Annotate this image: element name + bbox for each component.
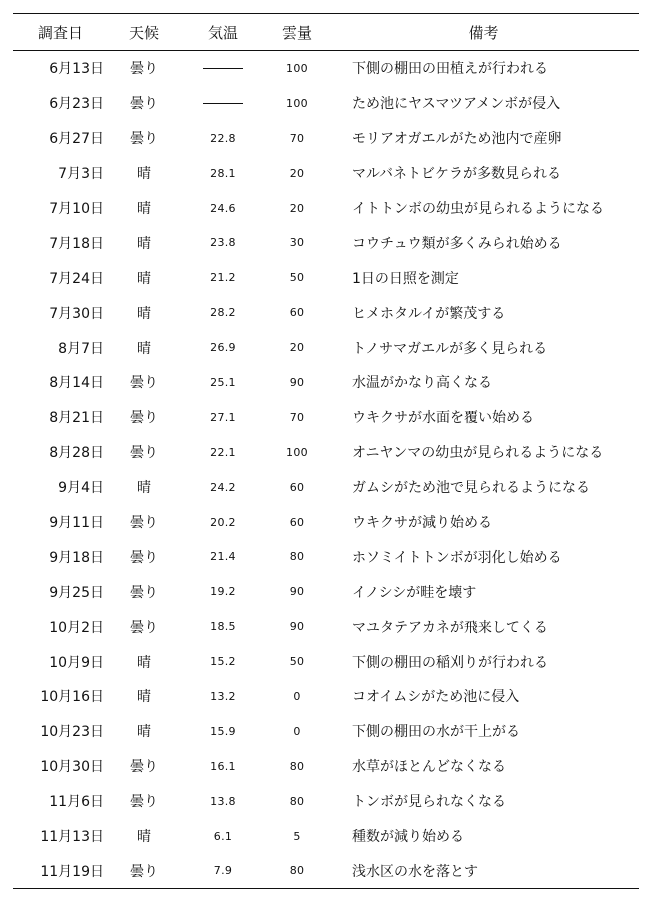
weather-cell: 晴 (137, 166, 151, 183)
note-cell: イトトンボの幼虫が見られるようになる (352, 201, 604, 217)
date-cell: 7月24日 (49, 270, 104, 287)
header-row (13, 14, 639, 51)
date-cell: 8月28日 (49, 445, 104, 462)
note-cell: ホソミイトトンボが羽化し始める (352, 549, 562, 566)
cloud-cell: 5 (293, 829, 301, 843)
table-row (13, 539, 639, 574)
note-cell: イノシシが畦を壊す (352, 584, 477, 601)
weather-cell: 曇り (130, 619, 158, 636)
note-cell: マルバネトビケラが多数見られる (352, 166, 562, 183)
date-cell: 8月7日 (58, 340, 104, 357)
table-row (13, 574, 639, 609)
header-cloud: 雲量 (266, 14, 328, 51)
table-row (13, 644, 639, 679)
weather-cell: 曇り (130, 794, 158, 811)
note-cell: 下側の棚田の稲刈りが行われる (352, 654, 548, 671)
table-row (13, 819, 639, 854)
note-cell: 浅水区の水を落とす (328, 853, 639, 888)
weather-cell: 晴 (137, 201, 151, 217)
note-cell: 1日の日照を測定 (352, 270, 459, 287)
note-cell: ヒメホタルイが繁茂する (352, 305, 506, 322)
table-body (13, 51, 639, 889)
table-row (13, 435, 639, 470)
note-cell: ウキクサが水面を覆い始める (352, 410, 534, 427)
temperature-cell: 28.2 (210, 306, 236, 320)
date-cell: 11月6日 (49, 794, 104, 811)
weather-cell: 晴 (137, 270, 151, 287)
cloud-cell: 100 (286, 445, 308, 459)
note-cell: トノサマガエルが多く見られる (352, 340, 548, 357)
temperature-cell: 21.4 (210, 550, 236, 564)
date-cell: 11月13日 (40, 829, 104, 846)
table-row (13, 784, 639, 819)
table-row (13, 225, 639, 260)
table-row (13, 853, 639, 888)
table-row (13, 365, 639, 400)
table-row (13, 400, 639, 435)
cloud-cell: 20 (289, 166, 305, 180)
weather-cell: 曇り (130, 131, 158, 148)
header-weather: 天候 (108, 14, 180, 51)
cloud-cell: 0 (293, 724, 301, 738)
note-cell: 種数が減り始める (352, 829, 464, 846)
date-cell: 7月30日 (49, 305, 104, 322)
date-cell: 6月13日 (49, 61, 104, 78)
weather-cell: 晴 (137, 235, 151, 252)
date-cell: 11月19日 (13, 853, 108, 888)
cloud-cell: 60 (289, 515, 305, 529)
weather-cell: 曇り (130, 375, 158, 392)
note-cell: 水草がほとんどなくなる (352, 759, 506, 776)
no-data-dash (203, 68, 243, 69)
weather-cell: 曇り (130, 759, 158, 776)
note-cell: ため池にヤスマツアメンボが侵入 (352, 96, 561, 113)
cloud-cell: 60 (289, 480, 305, 494)
date-cell: 8月21日 (49, 410, 104, 427)
table-row (13, 295, 639, 330)
note-cell: モリアオガエルがため池内で産卵 (352, 131, 562, 148)
cloud-cell: 30 (289, 236, 305, 250)
date-cell: 6月23日 (49, 96, 104, 113)
no-data-dash (203, 103, 243, 104)
cloud-cell: 20 (289, 341, 305, 355)
temperature-cell: 6.1 (213, 829, 233, 843)
cloud-cell: 80 (266, 853, 328, 888)
weather-cell: 晴 (137, 724, 151, 741)
table-row (13, 470, 639, 505)
table-row (13, 714, 639, 749)
header-date: 調査日 (13, 14, 108, 51)
cloud-cell: 50 (289, 271, 305, 285)
temperature-cell: 28.1 (210, 166, 236, 180)
weather-cell: 晴 (137, 480, 151, 497)
temperature-cell: 24.2 (210, 480, 236, 494)
date-cell: 6月27日 (49, 131, 104, 148)
cloud-cell: 100 (286, 61, 308, 75)
date-cell: 10月2日 (49, 619, 104, 636)
weather-cell: 曇り (130, 410, 158, 427)
temperature-cell: 19.2 (210, 585, 236, 599)
note-cell: ウキクサが減り始める (352, 515, 492, 532)
table-row (13, 191, 639, 226)
weather-cell: 曇り (130, 61, 158, 78)
temperature-cell: 20.2 (210, 515, 236, 529)
table-row (13, 156, 639, 191)
note-cell: マユタテアカネが飛来してくる (352, 619, 548, 636)
temperature-cell: 15.2 (210, 655, 236, 669)
date-cell: 9月18日 (49, 549, 104, 566)
temperature-cell: 23.8 (210, 236, 236, 250)
note-cell: オニヤンマの幼虫が見られるようになる (352, 445, 604, 462)
date-cell: 8月14日 (49, 375, 104, 392)
weather-cell: 曇り (130, 515, 158, 532)
table-row (13, 609, 639, 644)
note-cell: 水温がかなり高くなる (352, 375, 492, 392)
temperature-cell: 22.8 (210, 131, 236, 145)
cloud-cell: 0 (293, 689, 301, 703)
date-cell: 7月3日 (58, 166, 104, 183)
temperature-cell: 27.1 (210, 410, 236, 424)
date-cell: 9月11日 (49, 515, 104, 532)
note-cell: 下側の棚田の田植えが行われる (352, 61, 548, 78)
temperature-cell: 13.2 (210, 689, 236, 703)
weather-cell: 曇り (130, 96, 158, 113)
weather-cell: 晴 (137, 340, 151, 357)
weather-cell: 晴 (137, 689, 151, 706)
header-temperature: 気温 (180, 14, 266, 51)
temperature-cell: 26.9 (210, 341, 236, 355)
cloud-cell: 90 (289, 585, 305, 599)
table-row (13, 679, 639, 714)
cloud-cell: 90 (289, 620, 305, 634)
note-cell: コオイムシがため池に侵入 (352, 689, 520, 706)
table-header (13, 14, 639, 51)
table-row (13, 86, 639, 121)
survey-table (13, 13, 639, 889)
table-row (13, 505, 639, 540)
weather-cell: 晴 (137, 654, 151, 671)
cloud-cell: 80 (289, 794, 305, 808)
note-cell: コウチュウ類が多くみられ始める (352, 235, 562, 252)
weather-cell: 晴 (137, 305, 151, 322)
table-row (13, 749, 639, 784)
temperature-cell: 7.9 (180, 853, 266, 888)
date-cell: 7月10日 (49, 201, 104, 217)
date-cell: 10月30日 (40, 759, 104, 776)
weather-cell: 曇り (108, 853, 180, 888)
temperature-cell: 25.1 (210, 375, 236, 389)
date-cell: 10月23日 (40, 724, 104, 741)
note-cell: トンボが見られなくなる (352, 794, 506, 811)
temperature-cell: 24.6 (210, 201, 236, 215)
temperature-cell: 21.2 (210, 271, 236, 285)
temperature-cell: 18.5 (210, 620, 236, 634)
weather-cell: 曇り (130, 584, 158, 601)
temperature-cell (180, 51, 266, 86)
table-row (13, 121, 639, 156)
date-cell: 9月4日 (58, 480, 104, 497)
note-cell: ガムシがため池で見られるようになる (352, 480, 590, 497)
weather-cell: 晴 (137, 829, 151, 846)
weather-cell: 曇り (130, 445, 158, 462)
cloud-cell: 100 (286, 96, 308, 110)
cloud-cell: 70 (289, 410, 305, 424)
date-cell: 10月9日 (49, 654, 104, 671)
cloud-cell: 20 (289, 201, 305, 215)
temperature-cell: 16.1 (210, 759, 236, 773)
cloud-cell: 80 (289, 550, 305, 564)
date-cell: 7月18日 (49, 235, 104, 252)
weather-cell: 曇り (130, 549, 158, 566)
cloud-cell: 70 (289, 131, 305, 145)
temperature-cell (180, 86, 266, 121)
cloud-cell: 50 (289, 655, 305, 669)
table-row (13, 260, 639, 295)
cloud-cell: 80 (289, 759, 305, 773)
temperature-cell: 13.8 (210, 794, 236, 808)
temperature-cell: 22.1 (210, 445, 236, 459)
date-cell: 9月25日 (49, 584, 104, 601)
header-note: 備考 (328, 14, 639, 51)
table-row (13, 51, 639, 86)
date-cell: 10月16日 (40, 689, 104, 706)
cloud-cell: 90 (289, 375, 305, 389)
temperature-cell: 15.9 (210, 724, 236, 738)
cloud-cell: 60 (289, 306, 305, 320)
table-row (13, 330, 639, 365)
note-cell: 下側の棚田の水が干上がる (352, 724, 520, 741)
